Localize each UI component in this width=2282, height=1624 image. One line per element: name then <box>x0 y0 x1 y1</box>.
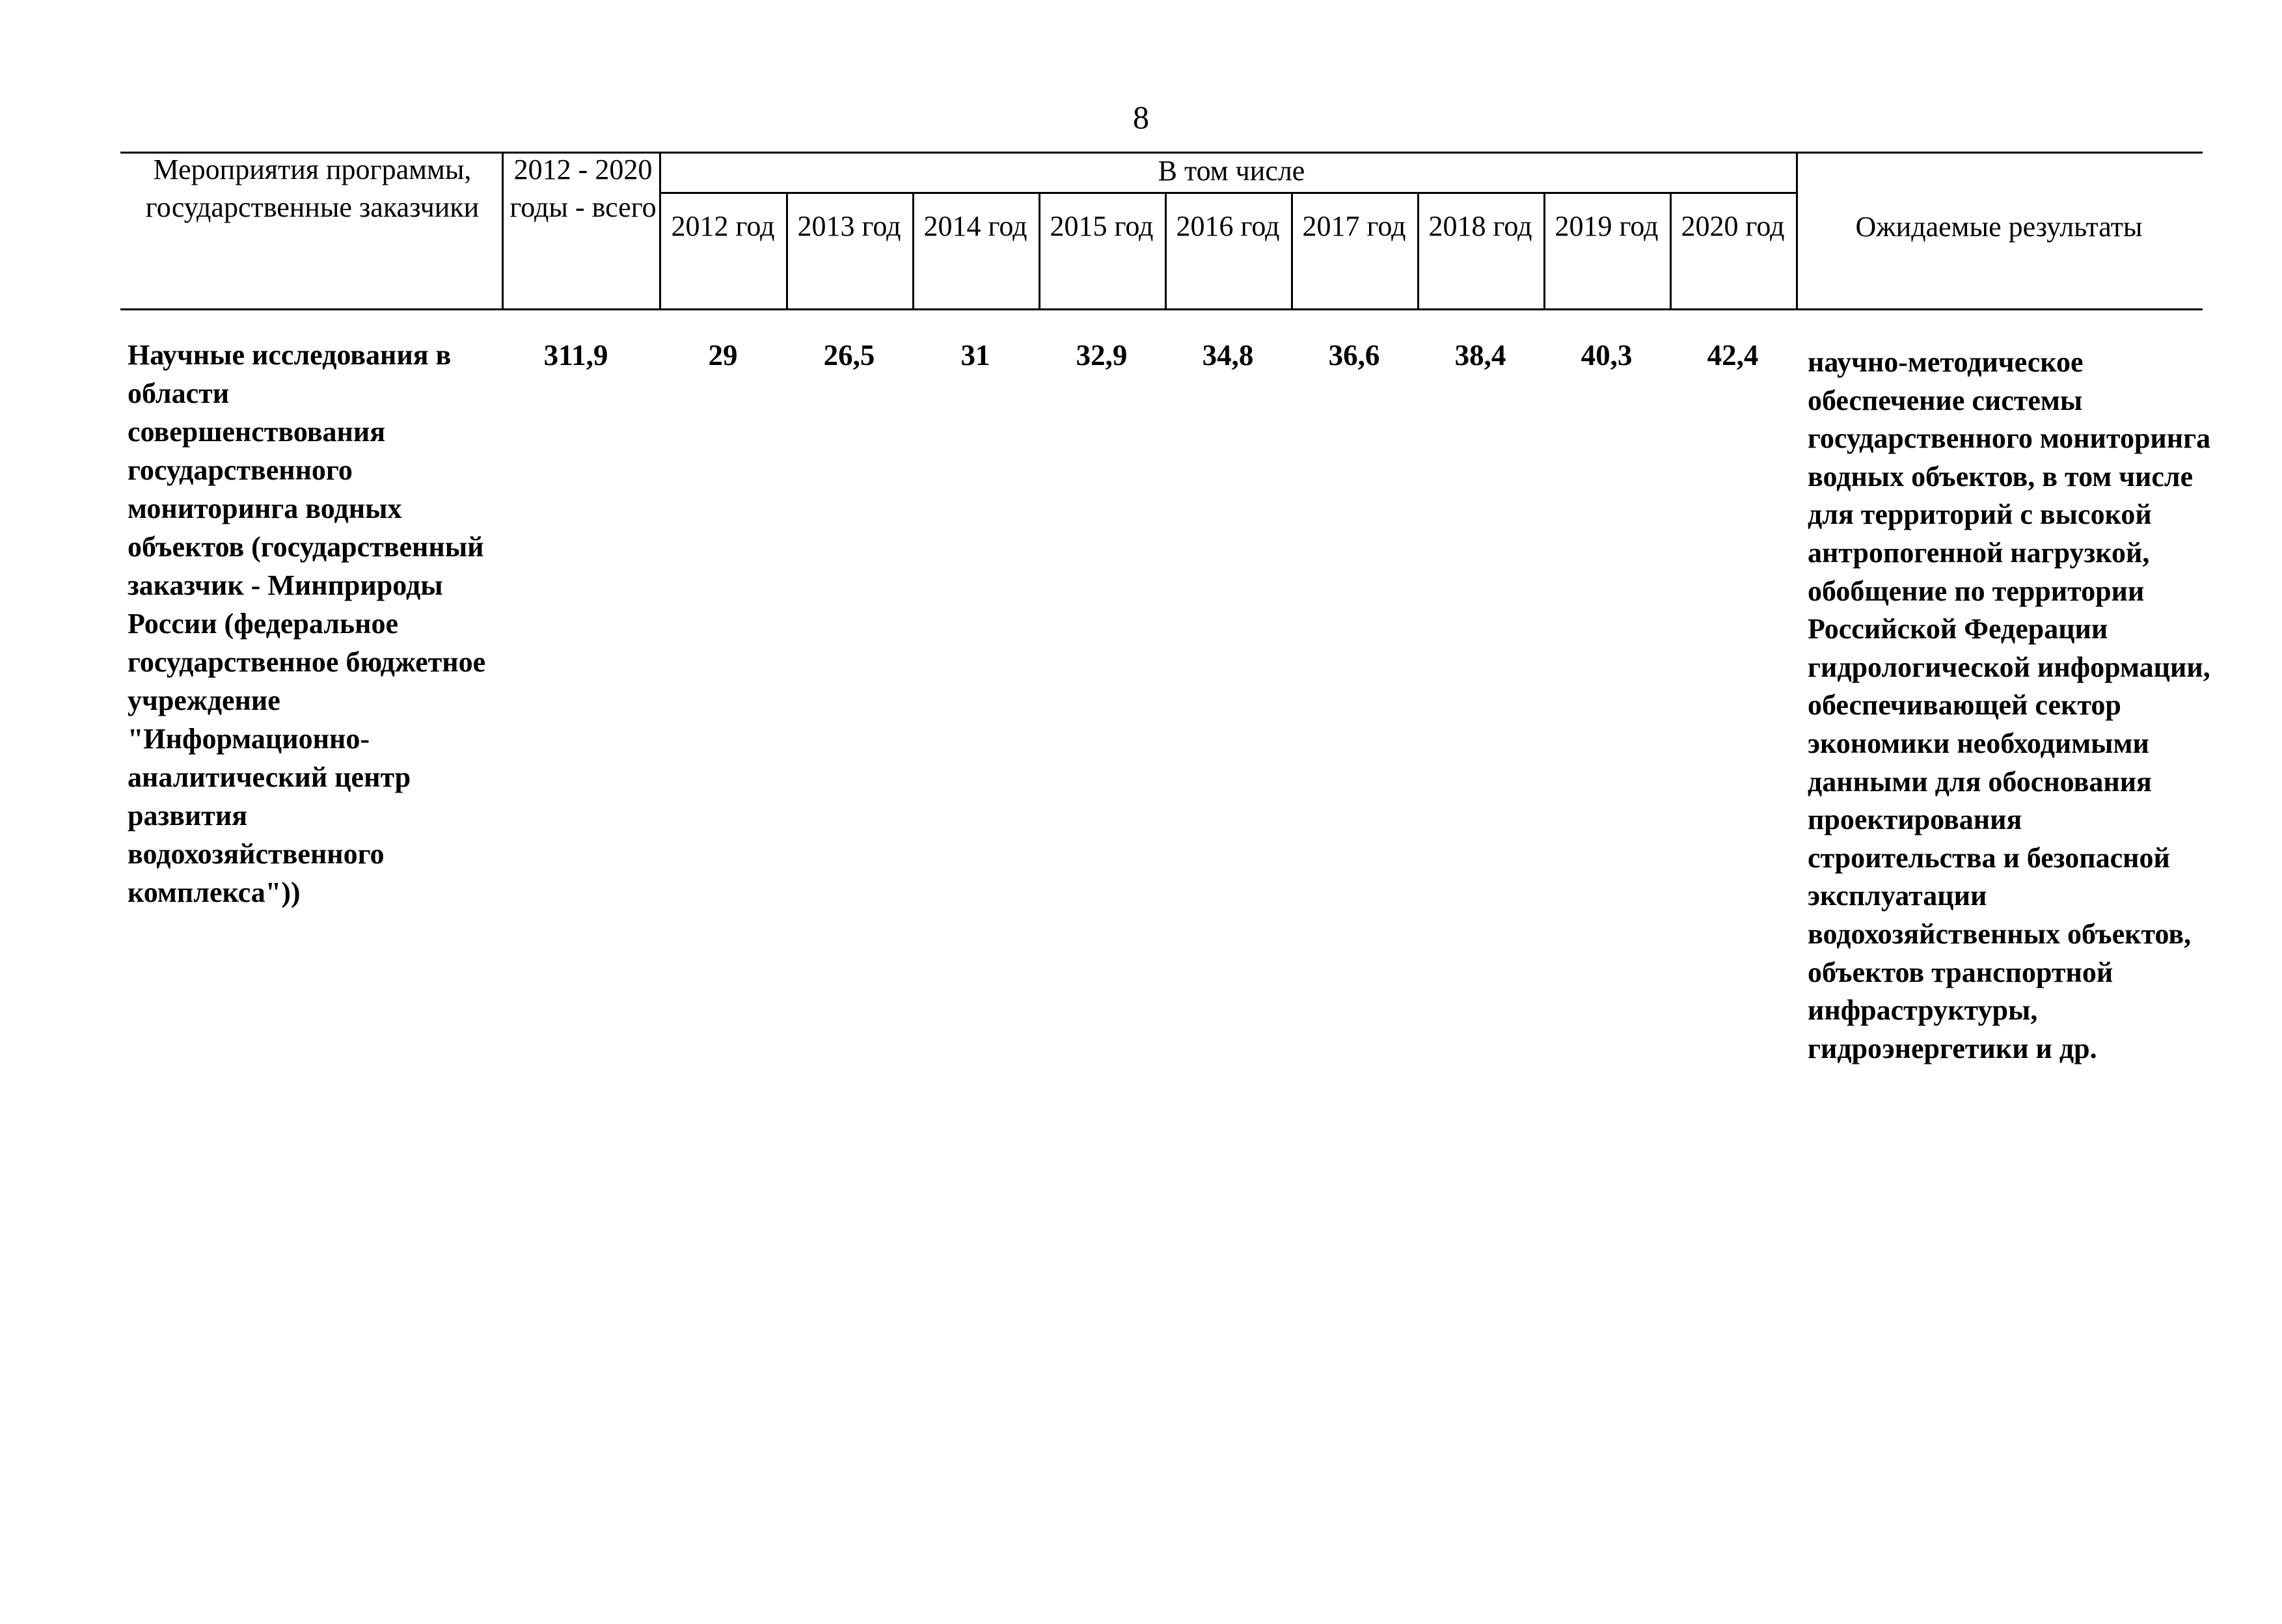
value-2017: 36,6 <box>1328 339 1380 372</box>
value-2016: 34,8 <box>1202 339 1254 372</box>
years-separator-line <box>661 192 1797 194</box>
value-2020: 42,4 <box>1707 339 1759 372</box>
column-divider <box>502 152 504 310</box>
header-year: 2019 год <box>1555 210 1659 242</box>
header-year: 2016 год <box>1176 210 1280 242</box>
header-year: 2013 год <box>797 210 901 242</box>
header-bottom-border <box>120 308 2203 310</box>
page-number: 8 <box>1133 99 1149 135</box>
activity-description: Научные исследования в области совершенствования государственного мониторинга водных объектов (государственный заказчик - Минприроды России (федеральное государственное бюджетное учреждение "Информационно-аналитический центр развития водохозяйственного комплекса")) <box>128 339 486 908</box>
value-2018: 38,4 <box>1454 339 1506 372</box>
header-year: 2018 год <box>1428 210 1532 242</box>
expected-results-text: научно-методическое обеспечение системы государственного мониторинга водных объектов, в том числе для территорий с высокой антропогенной нагрузкой, обобщение по территории Российской Федерации гидрологической информации, обеспечивающей сектор экономики необходимыми данными для обоснования проектирования строительства и безопасной эксплуатации водохозяйственных объектов, объектов транспортной инфраструктуры, гидроэнергетики и др. <box>1808 346 2211 1064</box>
header-year: 2014 год <box>923 210 1027 242</box>
header-total: 2012 - 2020 годы - всего <box>509 154 657 223</box>
value-2012: 29 <box>708 339 738 372</box>
header-activities: Мероприятия программы, государственные заказчики <box>145 154 480 223</box>
header-year: 2012 год <box>671 210 775 242</box>
header-year: 2015 год <box>1050 210 1154 242</box>
value-total: 311,9 <box>543 339 608 372</box>
value-2013: 26,5 <box>823 339 875 372</box>
header-including: В том числе <box>1158 155 1305 187</box>
value-2014: 31 <box>960 339 990 372</box>
header-results: Ожидаемые результаты <box>1855 211 2143 243</box>
value-2015: 32,9 <box>1076 339 1128 372</box>
header-year: 2017 год <box>1302 210 1406 242</box>
value-2019: 40,3 <box>1581 339 1633 372</box>
header-year: 2020 год <box>1681 210 1785 242</box>
